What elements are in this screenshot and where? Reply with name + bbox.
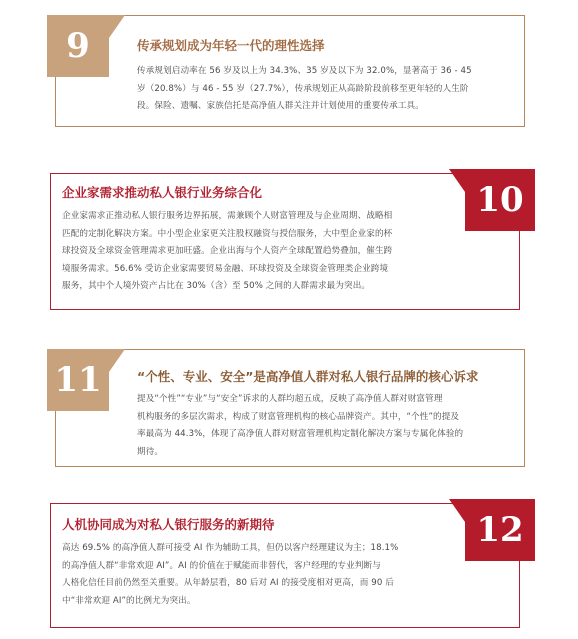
section-number-badge: 10	[465, 169, 535, 231]
section-body	[62, 208, 452, 296]
section-body	[62, 540, 452, 610]
badge-tab	[449, 169, 465, 192]
body-line: 匹配的定制化解决方案。中小型企业家更关注股权融资与授信服务，大中型企业家的杯	[62, 228, 393, 239]
section-number-badge: 12	[465, 499, 535, 561]
badge-tab	[449, 499, 465, 522]
body-line: 企业家需求正推动私人银行服务边界拓展，需兼顾个人财富管理及与企业周期、战略相	[62, 211, 393, 221]
section-title: 企业家需求推动私人银行业务综合化	[62, 185, 263, 200]
section-body	[137, 391, 517, 461]
section-card-10	[50, 173, 520, 310]
body-line: 球投资及全球资金管理需求更加旺盛。企业出海与个人资产全球配置趋势叠加，催生跨	[62, 246, 393, 256]
body-line: 人格化信任目前仍然至关重要。从年龄层看，80 后对 AI 的接受度相对更高，而 90 后	[62, 578, 394, 588]
body-line: 机构服务的多层次需求，构成了财富管理机构的核心品牌资产。其中，“个性”的提及	[137, 411, 460, 422]
section-title: 人机协同成为对私人银行服务的新期待	[62, 517, 275, 532]
section-number-badge: 9	[47, 15, 109, 77]
section-body	[137, 63, 517, 116]
body-line: 期待。	[137, 446, 164, 457]
badge-tab	[109, 15, 125, 38]
section-title: 传承规划成为年轻一代的理性选择	[137, 38, 325, 53]
body-line: 岁（20.8%）与 46 - 55 岁（27.7%），传承规划正从高龄阶段前移至更年轻的人生阶	[137, 83, 469, 94]
body-line: 服务，其中个人境外资产占比在 30%（含）至 50% 之间的人群需求最为突出。	[62, 281, 371, 291]
section-card-11	[55, 349, 525, 467]
section-number-badge: 11	[47, 349, 109, 411]
body-line: 传承规划启动率在 56 岁及以上为 34.3%、35 岁及以下为 32.0%，显著高于 36 - 45	[137, 66, 472, 76]
body-line: 高达 69.5% 的高净值人群可接受 AI 作为辅助工具，但仍以客户经理建议为主；18.1%	[62, 543, 399, 553]
body-line: 的高净值人群“非常欢迎 AI”。AI 的价值在于赋能而非替代，客户经理的专业判断与	[62, 560, 381, 571]
body-line: 提及“个性”“专业”与“安全”诉求的人群均超五成，反映了高净值人群对财富管理	[137, 394, 443, 404]
badge-tab	[109, 349, 125, 372]
body-line: 中“非常欢迎 AI”的比例尤为突出。	[62, 595, 196, 606]
body-line: 段。保险、遗嘱、家族信托是高净值人群关注并计划使用的重要传承工具。	[137, 101, 424, 111]
body-line: 率最高为 44.3%，体现了高净值人群对财富管理机构定制化解决方案与专属化体验的	[137, 429, 464, 439]
section-title: “个性、专业、安全”是高净值人群对私人银行品牌的核心诉求	[137, 369, 479, 384]
body-line: 境服务需求。56.6% 受访企业家需要贸易金融、环球投资及全球资金管理类企业跨境	[62, 263, 389, 274]
section-card-9	[55, 15, 525, 127]
